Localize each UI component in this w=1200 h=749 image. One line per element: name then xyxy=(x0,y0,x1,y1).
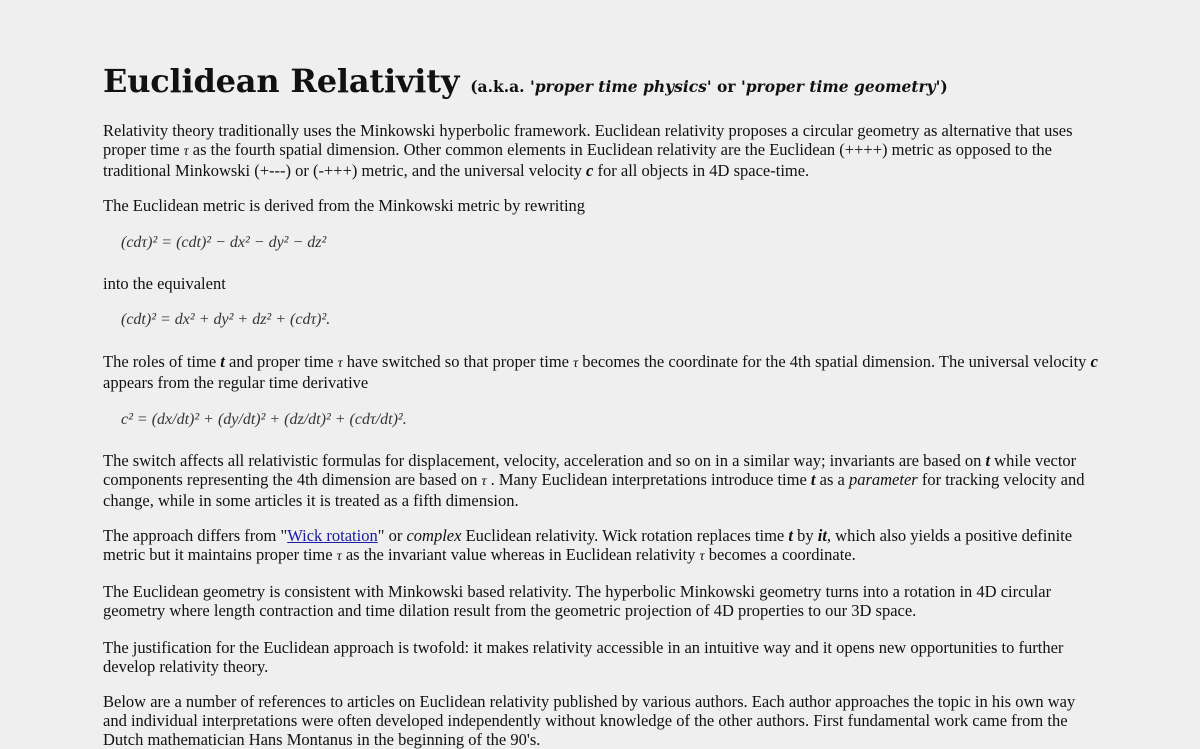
equation-minkowski: (cdτ)² = (cdt)² − dx² − dy² − dz² xyxy=(121,234,327,251)
paragraph-equivalent: into the equivalent xyxy=(103,274,226,293)
paragraph-wick-rotation: The approach differs from "Wick rotation" or complex Euclidean relativity. Wick rotation replaces time t by it, which also yields a positive definite metric but it maintains proper time τ as the invariant value whereas in Euclidean relativity τ becomes a coordinate. xyxy=(103,526,1073,564)
paragraph-justification: The justification for the Euclidean approach is twofold: it makes relativity accessible in an intuitive way and it opens new opportunities to further develop relativity theory. xyxy=(103,638,1064,676)
page-title xyxy=(103,62,1098,106)
paragraph-switch-effects: The switch affects all relativistic formulas for displacement, velocity, acceleration and so on in a similar way; invariants are based on t while vector components representing the 4th dimension are based on τ . Many Euclidean interpretations introduce time t as a parameter for tracking velocity and change, while in some articles it is treated as a fifth dimension. xyxy=(103,451,1085,510)
title-text: Euclidean Relativity xyxy=(103,62,460,100)
paragraph-consistency: The Euclidean geometry is consistent with Minkowski based relativity. The hyperbolic Minkowski geometry turns into a rotation in 4D circular geometry where length contraction and time dilation result from the geometric projection of 4D properties to our 3D space. xyxy=(103,582,1052,620)
paragraph-roles-switched: The roles of time t and proper time τ have switched so that proper time τ becomes the coordinate for the 4th spatial dimension. The universal velocity c appears from the regular time derivative xyxy=(103,352,1098,392)
aka-subtitle: (a.k.a. 'proper time physics' or 'proper time geometry') xyxy=(470,77,948,96)
paragraph-intro: Relativity theory traditionally uses the Minkowski hyperbolic framework. Euclidean relativity proposes a circular geometry as alternative that uses proper time τ as the fourth spatial dimension. Other common elements in Euclidean relativity are the Euclidean (++++) metric as opposed to the traditional Minkowski (+---) or (-+++) metric, and the universal velocity c for all objects in 4D space-time. xyxy=(103,121,1073,180)
article xyxy=(103,62,1098,749)
equation-euclidean: (cdt)² = dx² + dy² + dz² + (cdτ)². xyxy=(121,311,331,328)
paragraph-metric-derivation: The Euclidean metric is derived from the Minkowski metric by rewriting xyxy=(103,196,586,215)
paragraph-references-intro: Below are a number of references to articles on Euclidean relativity published by various authors. Each author approaches the topic in his own way and individual interpretations were often developed independently without knowledge of the other authors. First fundamental work came from the Dutch mathematician Hans Montanus in the beginning of the 90's. xyxy=(103,692,1076,749)
wick-rotation-link[interactable]: Wick rotation xyxy=(287,526,378,545)
equation-universal-velocity: c² = (dx/dt)² + (dy/dt)² + (dz/dt)² + (cdτ/dt)². xyxy=(121,411,407,428)
